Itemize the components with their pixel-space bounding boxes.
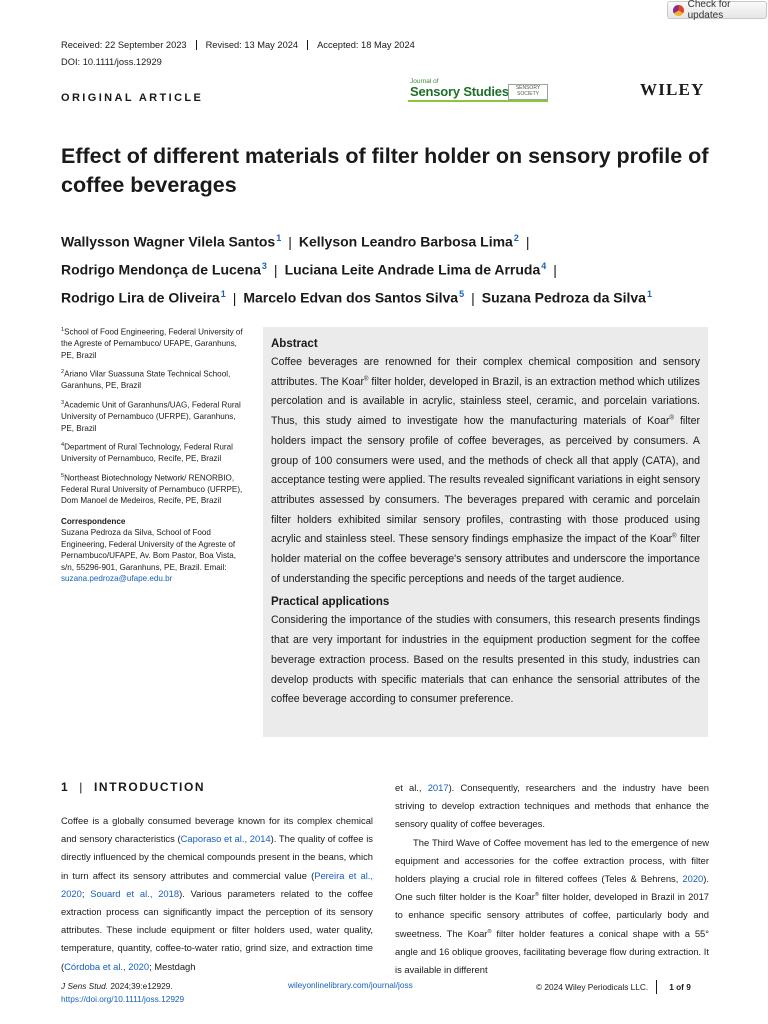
registered-mark: ® — [534, 892, 539, 899]
journal-logo-prefix: Journal of — [410, 78, 439, 85]
citation-link[interactable]: Pereira et al., 2020 — [61, 869, 373, 899]
check-for-updates-button[interactable] — [667, 1, 767, 19]
abstract-text — [271, 353, 700, 589]
author-name[interactable]: Rodrigo Lira de Oliveira — [61, 289, 220, 306]
author-name[interactable]: Rodrigo Mendonça de Lucena — [61, 261, 261, 278]
author-separator: | — [273, 261, 278, 278]
body-text: ). One such filter holder is the Koar — [395, 873, 709, 903]
author-separator: | — [471, 289, 475, 306]
society-logo: SENSORY SOCIETY — [508, 84, 548, 100]
footer-journal: J Sens Stud. — [61, 981, 109, 991]
affiliation-ref[interactable]: 2 — [513, 233, 519, 243]
body-text: Coffee is a globally consumed beverage known for its complex chemical and sensory characteristics ( — [61, 815, 373, 845]
footer-volume: 2024;39:e12929. — [108, 981, 173, 991]
footer-doi-link[interactable]: https://doi.org/10.1111/joss.12929 — [61, 994, 185, 1004]
citation-link[interactable]: 2020 — [682, 873, 704, 885]
footer-right — [536, 980, 691, 994]
affiliation-text: Academic Unit of Garanhuns/UAG, Federal Rural University of Pernambuco (UFRPE), Garanhuns, PE, Brazil — [61, 400, 241, 433]
intro-column-left — [61, 812, 373, 976]
received-date: Received: 22 September 2023 — [61, 40, 187, 50]
affiliation-ref[interactable]: 1 — [646, 289, 652, 300]
affiliation — [61, 398, 246, 434]
body-text: et al., — [395, 782, 428, 793]
author-name[interactable]: Wallysson Wagner Vilela Santos — [61, 233, 276, 250]
body-text: ). Various parameters related to the coffee extraction process can significantly impact the perception of its sensory attributes. These include equipment or filter holders used, water quality, temperature, quantity, coffee-to-water ratio, grind size, and extraction time ( — [61, 887, 373, 972]
registered-mark: ® — [669, 415, 674, 422]
section-separator: | — [79, 780, 84, 794]
paragraph — [395, 779, 709, 834]
practical-applications-heading: Practical applications — [271, 596, 390, 609]
author-name[interactable]: Suzana Pedroza da Silva — [481, 289, 646, 306]
email-link[interactable]: suzana.pedroza@ufape.edu.br — [61, 574, 173, 584]
author-list — [61, 226, 741, 310]
registered-mark: ® — [363, 376, 369, 383]
affiliations — [61, 325, 246, 585]
accepted-date: Accepted: 18 May 2024 — [307, 40, 424, 50]
author-name[interactable]: Luciana Leite Andrade Lima de Arruda — [284, 261, 541, 278]
author-separator: | — [232, 289, 237, 306]
article-type: ORIGINAL ARTICLE — [61, 92, 204, 104]
affiliation-number: 5 — [61, 472, 65, 479]
body-text: ). The quality of coffee is directly influenced by the chemical compounds present in the beans, which in turn affect its sensory attributes and commercial value ( — [61, 833, 373, 881]
author-separator: | — [525, 233, 530, 250]
revised-date: Revised: 13 May 2024 — [196, 40, 308, 50]
check-for-updates-label: Check for updates — [687, 0, 731, 21]
affiliation — [61, 440, 246, 465]
abstract-text-part: filter holder, developed in Brazil, is an extraction method which utilizes percolation and is available in acrylic, stainless steel, ceramic, and porcelain variations. Thus, this study aimed to investigate how the manufacturing materials of Koar — [271, 375, 700, 428]
paragraph — [395, 834, 709, 980]
citation-link[interactable]: 2017 — [427, 782, 449, 793]
affiliation-ref[interactable]: 5 — [459, 289, 465, 300]
body-text: filter holder, developed in Brazil in 2017 to enhance specific sensory attributes of coffee, particularly body and sweetness. The Koar — [395, 891, 710, 939]
abstract-heading: Abstract — [271, 338, 318, 350]
section-heading — [61, 780, 205, 794]
page-number: 1 of 9 — [669, 982, 691, 992]
registered-mark: ® — [672, 533, 677, 540]
crossmark-icon — [673, 5, 684, 16]
footer-divider — [656, 980, 657, 994]
section-number: 1 — [61, 780, 70, 794]
affiliation-text: Ariano Vilar Suassuna State Technical School, Garanhuns, PE, Brazil — [61, 369, 231, 391]
affiliation-number: 2 — [61, 369, 65, 376]
publication-dates — [61, 40, 424, 50]
affiliation — [61, 471, 246, 507]
author-separator: | — [553, 261, 557, 278]
body-text: filter holder features a conical shape with a 55° angle and 16 oblique grooves, facilitating beverage flow during extraction. It is available in different — [395, 927, 709, 976]
registered-mark: ® — [487, 928, 492, 935]
section-title: INTRODUCTION — [94, 780, 206, 794]
journal-logo-underline — [408, 100, 548, 102]
correspondence-heading: Correspondence — [61, 516, 126, 526]
body-text: ; — [81, 887, 91, 899]
paragraph — [61, 812, 373, 976]
journal-logo — [408, 78, 548, 102]
affiliation-number: 3 — [61, 399, 65, 406]
affiliation-text: School of Food Engineering, Federal University of the Agreste of Pernambuco/ UFAPE, Garanhuns, PE, Brazil — [61, 327, 243, 360]
author-name[interactable]: Marcelo Edvan dos Santos Silva — [243, 289, 459, 306]
practical-applications-text: Considering the importance of the studies with consumers, this research presents findings that are very important for industries in the equipment production segment for the coffee beverage extraction process. Based on the results presented in this study, industries can develop products with specific materials that can enhance the sensorial attributes of the coffee beverage according to consumer preference. — [271, 614, 700, 706]
abstract-text-part: Coffee beverages are renowned for their complex chemical composition and sensory attributes. The Koar — [271, 356, 700, 388]
affiliation-number: 4 — [61, 442, 65, 449]
body-text: ). Consequently, researchers and the industry have been striving to develop extraction techniques and methods that enhance the sensory quality of coffee beverages. — [395, 782, 709, 830]
abstract-text-part: filter holder material on the coffee beverage's sensory attributes and underscore the importance of understanding the specific perceptions and needs of the target audience. — [271, 533, 700, 585]
footer-citation — [61, 980, 184, 1006]
author-separator: | — [288, 233, 292, 250]
footer-copyright: © 2024 Wiley Periodicals LLC. — [536, 982, 649, 992]
citation-link[interactable]: Souard et al., 2018 — [90, 887, 180, 899]
affiliation-ref[interactable]: 4 — [541, 261, 547, 272]
affiliation-ref[interactable]: 1 — [276, 233, 282, 243]
abstract-text-part: filter holders impact the sensory profile of coffee beverages, as perceived by consumers. A group of 100 consumers were used, and the methods of check all that apply (CATA), and acceptance testing were applied. The results revealed significant variations in eight sensory attributes assessed by consumers. The beverages prepared with ceramic and porcelain filter holders exhibited similar sensory profiles, contrasting with those produced using acrylic and stainless steel. These sensory findings emphasize the impact of the Koar — [271, 415, 700, 546]
journal-logo-name: Sensory Studies — [410, 84, 509, 99]
doi: DOI: 10.1111/joss.12929 — [61, 57, 162, 67]
correspondence-text — [61, 527, 246, 585]
affiliation-text: Department of Rural Technology, Federal Rural University of Pernambuco, Recife, PE, Brazil — [61, 442, 233, 464]
affiliation — [61, 367, 246, 392]
body-text: The Third Wave of Coffee movement has led to the emergence of new equipment and accessories for the coffee extraction process, with filter holders playing a crucial role in filtered coffees (Teles & Behrens, — [395, 836, 709, 885]
citation-link[interactable]: Caporaso et al., 2014 — [180, 833, 271, 845]
affiliation-ref[interactable]: 3 — [261, 261, 267, 272]
affiliation-text: Northeast Biotechnology Network/ RENORBIO, Federal Rural University of Pernambuco (UFRPE), Dom Manoel de Medeiros, Recife, PE, Brazil — [61, 473, 243, 506]
author-name[interactable]: Kellyson Leandro Barbosa Lima — [298, 233, 513, 250]
body-text: ; Mestdagh — [149, 960, 196, 972]
citation-link[interactable]: Córdoba et al., 2020 — [64, 960, 150, 972]
footer-site-link[interactable]: wileyonlinelibrary.com/journal/joss — [288, 980, 413, 990]
correspondence-address: Suzana Pedroza da Silva, School of Food Engineering, Federal University of the Agreste of Pernambuco/UFAPE, Av. Bom Pastor, Boa Vista, s/n, 55296-901, Garanhuns, PE, Brazil. — [61, 528, 237, 572]
abstract-box — [263, 327, 708, 737]
affiliation-number: 1 — [61, 327, 65, 333]
affiliation-ref[interactable]: 1 — [220, 289, 226, 300]
article-title: Effect of different materials of filter holder on sensory profile of coffee beverages — [61, 144, 709, 197]
publisher-logo: WILEY — [640, 80, 705, 99]
email-label: Email: — [204, 562, 227, 572]
affiliation — [61, 325, 246, 361]
intro-column-right — [395, 779, 709, 979]
